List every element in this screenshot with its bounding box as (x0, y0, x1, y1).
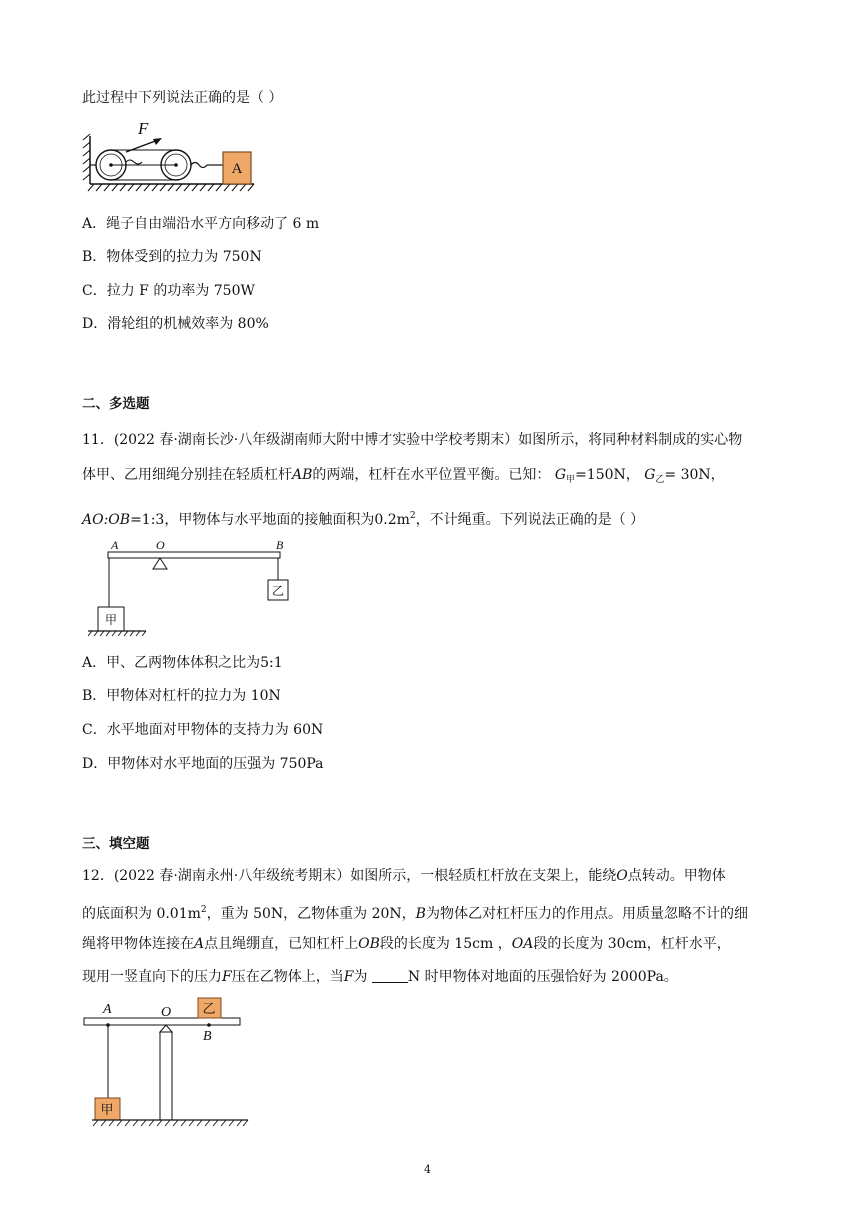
label-jia-q12: 甲 (100, 1102, 114, 1117)
q11-option-c: C．水平地面对甲物体的支持力为 60N (82, 722, 324, 738)
label-b-q12: B (203, 1029, 212, 1044)
q10-option-d: D．滑轮组的机械效率为 80% (82, 316, 269, 332)
label-o: O (156, 538, 165, 552)
lever-figure-q12 (82, 996, 252, 1128)
q12-line-2: 的底面积为 $0.01m^2$，重为 50N，乙物体重为 20N，B为物体乙对杠杆压力的作用点。用质量忽略不计的细 (82, 905, 748, 922)
label-b: B (276, 538, 284, 552)
force-label: F (138, 119, 149, 138)
q11-option-d: D．甲物体对水平地面的压强为 750Pa (82, 756, 324, 772)
label-jia: 甲 (104, 613, 118, 627)
q12-line-3: 绳将甲物体连接在A点且绳绷直，已知杠杆上OB段的长度为 15cm ，OA段的长度为 30cm，杠杆水平， (82, 936, 731, 952)
section-2-title: 二、多选题 (82, 396, 150, 412)
q12-line-4: 现用一竖直向下的压力F压在乙物体上，当F为 N 时甲物体对地面的压强恰好为 2000Pa。 (82, 969, 678, 985)
q12-line-1: 12．(2022 春·湖南永州·八年级统考期末）如图所示，一根轻质杠杆放在支架上，能绕O点转动。甲物体 (82, 868, 726, 884)
label-yi: 乙 (271, 584, 285, 598)
label-o-q12: O (161, 1005, 172, 1020)
section-3-title: 三、填空题 (82, 836, 150, 852)
q10-option-c: C．拉力 F 的功率为 750W (82, 283, 255, 299)
q11-line-1: 11．(2022 春·湖南长沙·八年级湖南师大附中博才实验中学校考期末）如图所示，将同种材料制成的实心物 (82, 432, 743, 448)
q11-line-3: AO:OB=1:3，甲物体与水平地面的接触面积为$0.2m^2$，不计绳重。下列说法正确的是（ ） (82, 511, 645, 528)
q10-option-b: B．物体受到的拉力为 750N (82, 249, 262, 265)
page-number: 4 (424, 1163, 431, 1176)
q10-stem-tail: 此过程中下列说法正确的是（ ） (82, 90, 283, 106)
label-yi-q12: 乙 (202, 1001, 216, 1016)
label-a-q12: A (103, 1002, 112, 1017)
label-a: A (111, 538, 119, 552)
q11-option-a: A．甲、乙两物体体积之比为5:1 (82, 655, 283, 671)
q11-line-2: 体甲、乙用细绳分别挂在轻质杠杆AB的两端，杠杆在水平位置平衡。已知： $G_甲=150N$， $G_乙= 30N$， (82, 467, 725, 485)
pulley-figure (82, 118, 262, 194)
q11-option-b: B．甲物体对杠杆的拉力为 10N (82, 688, 281, 704)
q10-option-a: A．绳子自由端沿水平方向移动了 6 m (82, 216, 320, 232)
lever-figure-q11 (88, 536, 308, 640)
answer-blank[interactable] (372, 968, 408, 983)
block-a-label: A (231, 161, 243, 177)
